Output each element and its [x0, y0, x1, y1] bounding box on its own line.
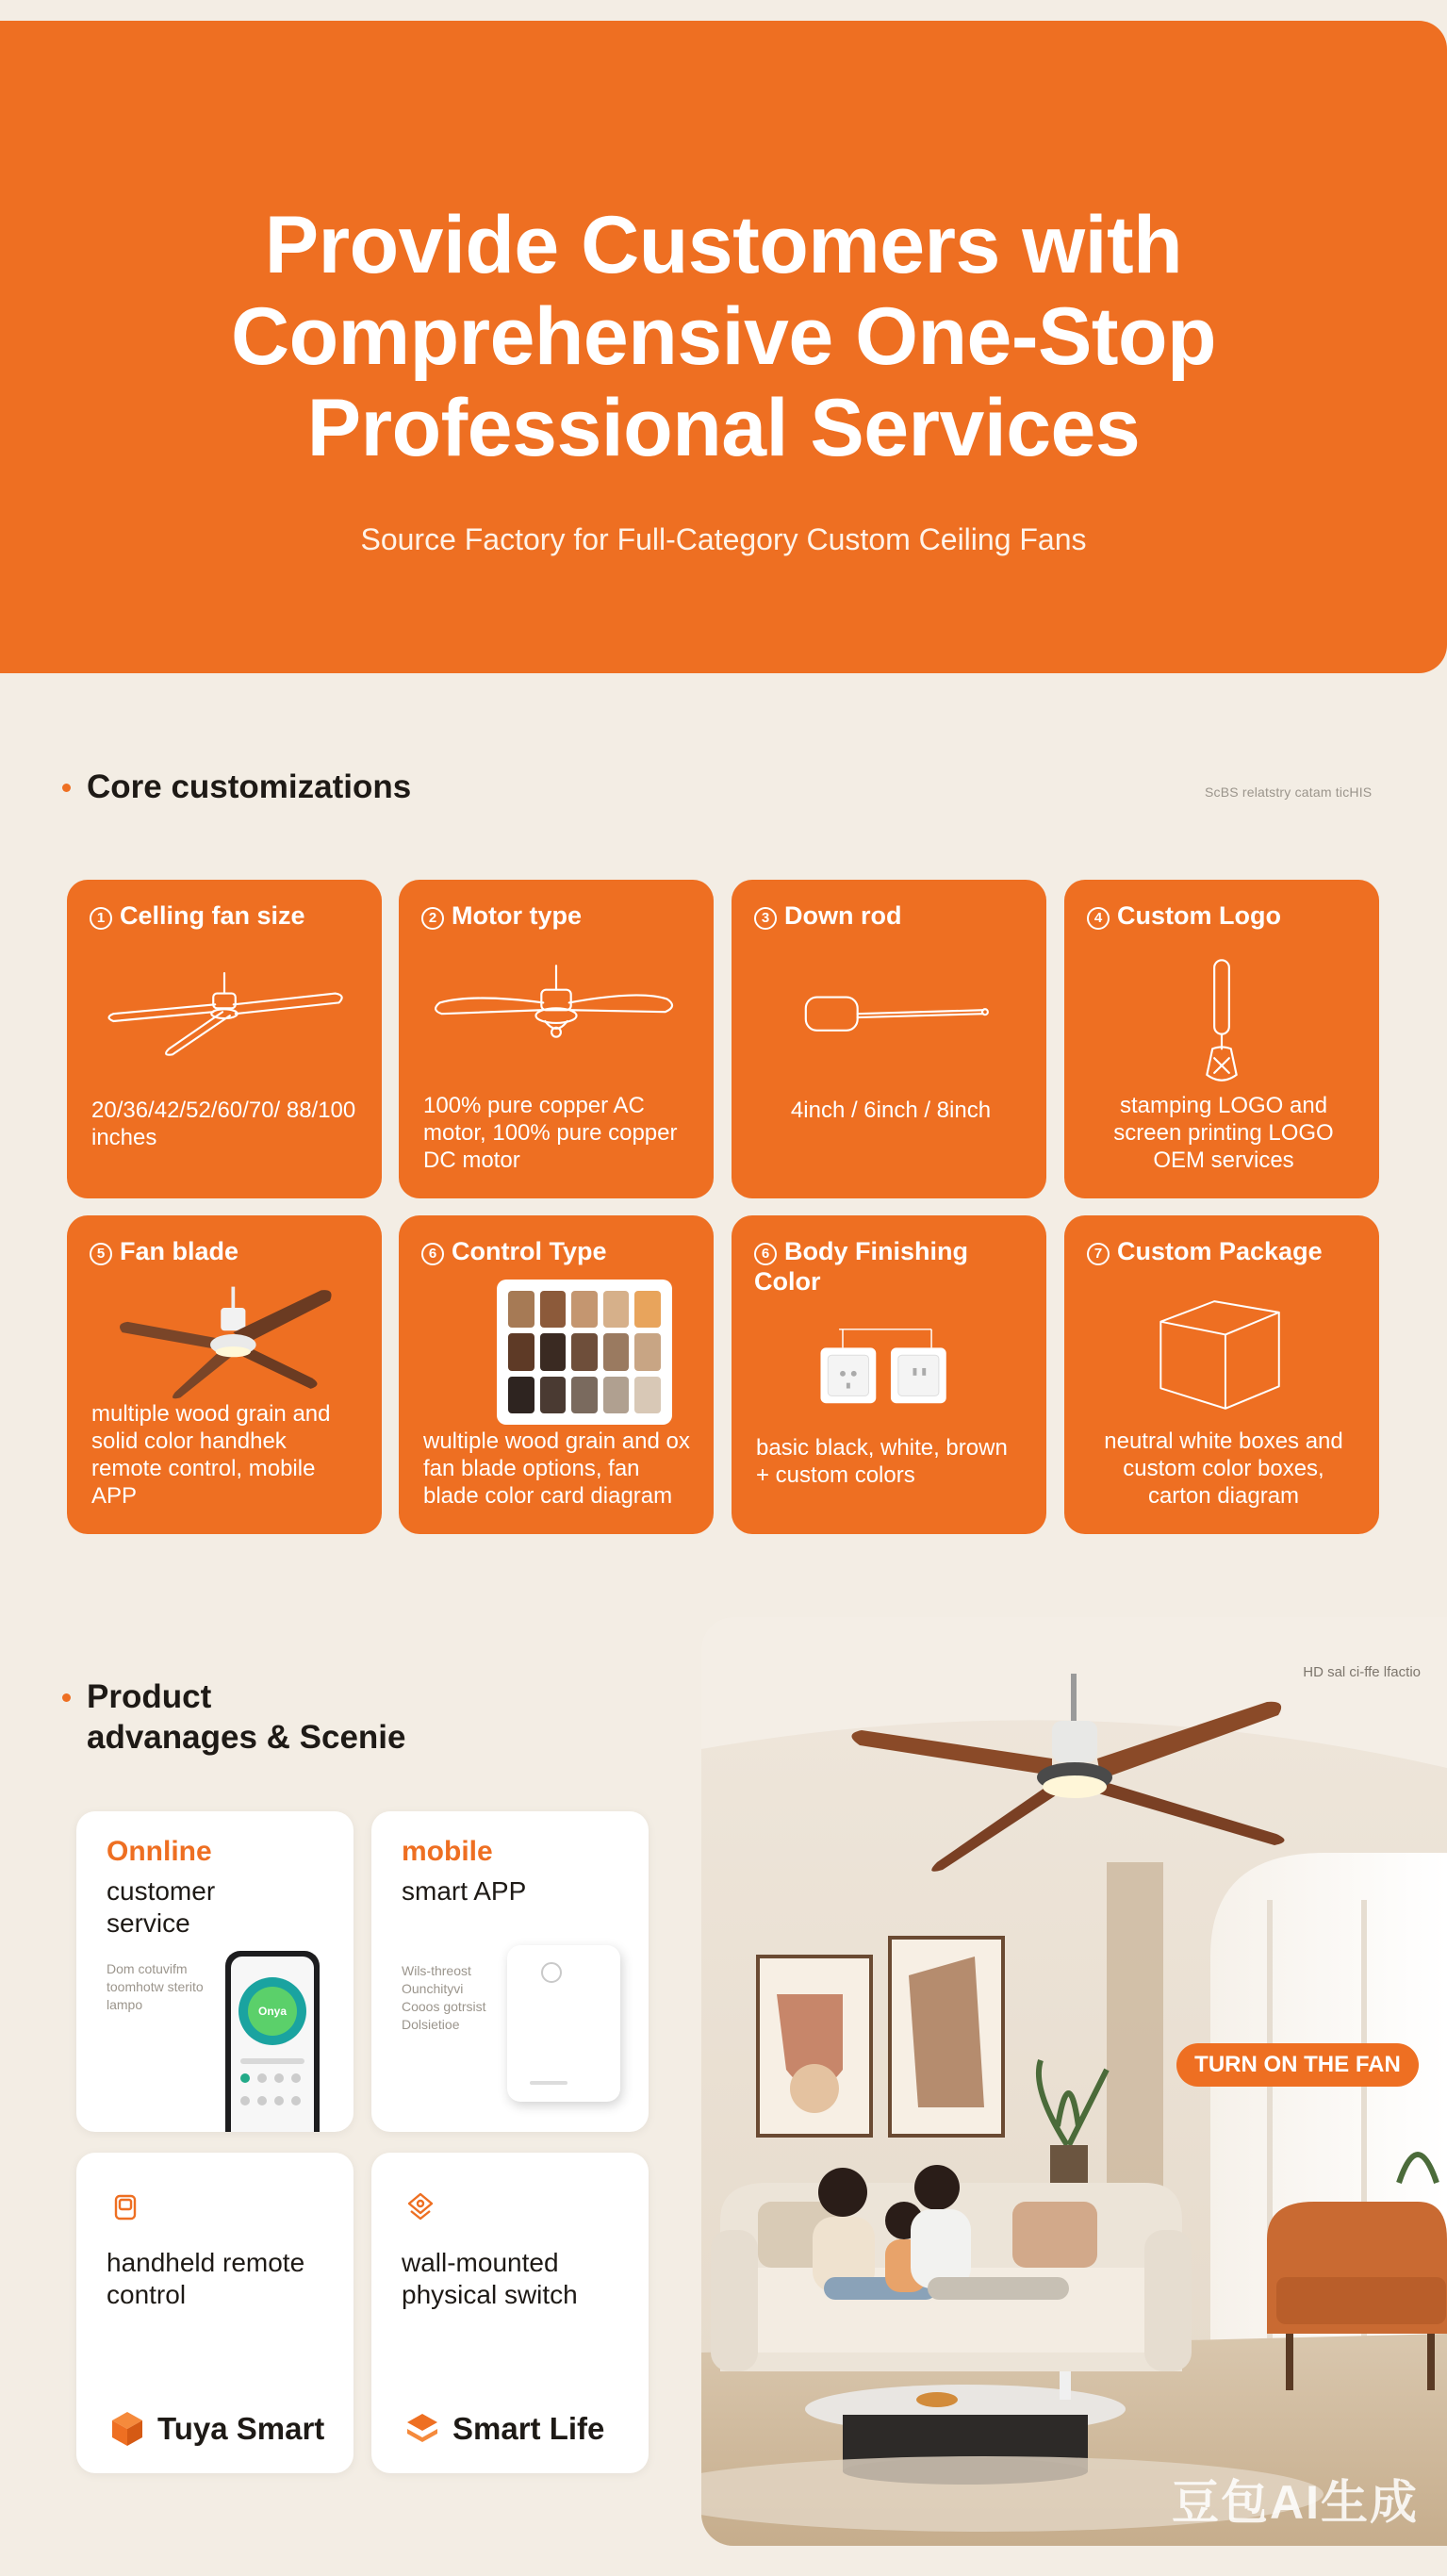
card-number: 7 [1087, 1243, 1110, 1265]
smartphone-icon [225, 1951, 320, 2132]
tile-small-line: Cooos gotrsist [402, 1999, 486, 2014]
card-title-text: Down rod [784, 901, 902, 930]
product-heading-line: advanages & Scenie [87, 1719, 406, 1756]
color-swatch [634, 1377, 661, 1413]
tile-title-line: physical switch [402, 2280, 578, 2309]
card-desc: 4inch / 6inch / 8inch [790, 1098, 992, 1123]
tile-mobile-app[interactable] [371, 1811, 649, 2132]
card-title-text: Body Finishing Color [754, 1237, 968, 1296]
hero-title-line: Provide Customers with [264, 200, 1183, 290]
card-number: 2 [421, 907, 444, 930]
hero-banner [0, 21, 1447, 673]
tile-small-line: lampo [107, 1997, 143, 2012]
smart-life-stack-icon [402, 2408, 443, 2450]
card-title-text: Control Type [452, 1237, 607, 1265]
ai-watermark: 豆包AI生成 [1172, 2476, 1419, 2529]
tile-title-line: handheld remote [107, 2248, 305, 2277]
color-swatch [508, 1291, 534, 1328]
card-title-text: Custom Logo [1117, 901, 1281, 930]
core-heading-text: Core customizations [87, 768, 412, 805]
card-title [754, 900, 1031, 931]
card-number: 5 [90, 1243, 112, 1265]
card-fan-blade[interactable] [67, 1215, 382, 1534]
tuya-smart-logo [107, 2407, 324, 2451]
wood-fan-icon [86, 1281, 363, 1413]
card-motor-type[interactable] [399, 880, 714, 1198]
card-down-rod[interactable] [732, 880, 1046, 1198]
box-outline-icon [1083, 1283, 1360, 1425]
bullet-dot [62, 784, 71, 792]
card-number: 6 [421, 1243, 444, 1265]
color-swatch [540, 1377, 567, 1413]
tile-small-text [402, 1962, 485, 2034]
card-title [1087, 1236, 1364, 1266]
tile-title-line: control [107, 2280, 187, 2309]
card-title [754, 1236, 1031, 1296]
color-swatch [571, 1377, 598, 1413]
tile-small-line: toomhotw sterito [107, 1979, 204, 1994]
tile-title-line: smart APP [402, 1876, 527, 1906]
card-number: 4 [1087, 907, 1110, 930]
card-desc: multiple wood grain and solid color handhek remote control, mobile APP [91, 1401, 331, 1509]
hero-title-line: Comprehensive One-Stop [230, 291, 1217, 382]
card-number: 1 [90, 907, 112, 930]
living-room-scene-image [701, 1617, 1447, 2546]
tile-title-line: customer [107, 1876, 216, 1906]
smart-hub-icon [507, 1945, 620, 2102]
tile-small-text [107, 1960, 204, 2014]
tile-title-line: service [107, 1908, 190, 1938]
card-custom-logo[interactable] [1064, 880, 1379, 1198]
tile-title [402, 1875, 526, 1907]
tile-small-line: Dom cotuvifm [107, 1961, 188, 1976]
card-number: 3 [754, 907, 777, 930]
smart-life-logo [402, 2407, 604, 2451]
core-note: ScBS relatstry catam ticHIS [1205, 784, 1373, 800]
tile-small-line: Ounchityvi [402, 1981, 464, 1996]
ceiling-fan-motor-outline-icon [418, 955, 695, 1087]
card-desc: wultiple wood grain and ox fan blade options, fan blade color card diagram [423, 1428, 690, 1509]
ceiling-fan-outline-icon [86, 955, 363, 1087]
tile-accent: mobile [402, 1836, 493, 1867]
color-swatch [540, 1291, 567, 1328]
scene-note: HD sal ci-ffe lfactio [1303, 1664, 1421, 1680]
card-title [421, 1236, 699, 1266]
card-desc: basic black, white, brown + custom colors [756, 1435, 1008, 1488]
card-title-text: Motor type [452, 901, 582, 930]
tile-accent: Onnline [107, 1836, 212, 1867]
product-heading [87, 1676, 406, 1758]
wall-switches-icon [750, 1319, 1028, 1413]
color-swatch [603, 1377, 630, 1413]
switch-icon [403, 2190, 437, 2224]
card-control-type[interactable] [399, 1215, 714, 1534]
color-swatch [603, 1291, 630, 1328]
core-heading [87, 767, 411, 807]
bullet-dot [62, 1693, 71, 1702]
card-title-text: Custom Package [1117, 1237, 1323, 1265]
tile-title [402, 2247, 578, 2311]
phone-screen [231, 1957, 314, 2132]
card-title [90, 1236, 367, 1266]
hub-slot [530, 2081, 567, 2085]
brand-name: Tuya Smart [157, 2411, 325, 2446]
card-desc: neutral white boxes and custom color boxes, carton diagram [1104, 1428, 1343, 1509]
tile-small-line: Dolsietioe [402, 2017, 460, 2032]
color-swatch [540, 1333, 567, 1370]
brand-name: Smart Life [452, 2411, 605, 2446]
remote-icon [108, 2190, 142, 2224]
card-title [90, 900, 367, 931]
card-title-text: Fan blade [120, 1237, 239, 1265]
hero-title [57, 200, 1390, 474]
card-custom-package[interactable] [1064, 1215, 1379, 1534]
hero-subtitle: Source Factory for Full-Category Custom Ceiling Fans [360, 522, 1087, 556]
tile-title-line: wall-mounted [402, 2248, 559, 2277]
tile-title [107, 2247, 304, 2311]
color-swatch [634, 1291, 661, 1328]
card-desc: 20/36/42/52/60/70/ 88/100 inches [91, 1098, 356, 1150]
card-title-text: Celling fan size [120, 901, 305, 930]
tile-small-line: Wils-threost [402, 1963, 471, 1978]
tile-online-service[interactable] [76, 1811, 354, 2132]
turn-on-fan-button[interactable]: TURN ON THE FAN [1176, 2043, 1419, 2087]
tile-title [107, 1875, 215, 1940]
hero-title-line: Professional Services [306, 383, 1141, 473]
card-body-finishing-color[interactable] [732, 1215, 1046, 1534]
card-fan-size[interactable] [67, 880, 382, 1198]
card-title [1087, 900, 1364, 931]
tuya-cube-icon [107, 2408, 148, 2450]
tile-wall-switch[interactable] [371, 2153, 649, 2473]
phone-dots [240, 2096, 301, 2105]
color-swatch [571, 1333, 598, 1370]
phone-badge: Onya [248, 1987, 297, 2036]
color-swatch [508, 1333, 534, 1370]
tile-handheld-remote[interactable] [76, 2153, 354, 2473]
card-number: 6 [754, 1243, 777, 1265]
color-swatch [603, 1333, 630, 1370]
color-swatch [508, 1377, 534, 1413]
card-desc: 100% pure copper AC motor, 100% pure copper DC motor [423, 1093, 678, 1173]
phone-bar [240, 2058, 304, 2064]
phone-dots [240, 2073, 301, 2083]
card-desc: stamping LOGO and screen printing LOGO OEM services [1113, 1093, 1334, 1173]
down-rod-outline-icon [750, 955, 1028, 1087]
color-swatch [634, 1333, 661, 1370]
brush-outline-icon [1083, 955, 1360, 1087]
color-swatch [571, 1291, 598, 1328]
product-heading-line: Product [87, 1678, 212, 1715]
hub-button [541, 1962, 562, 1983]
card-title [421, 900, 699, 931]
color-card-icon [497, 1280, 672, 1425]
